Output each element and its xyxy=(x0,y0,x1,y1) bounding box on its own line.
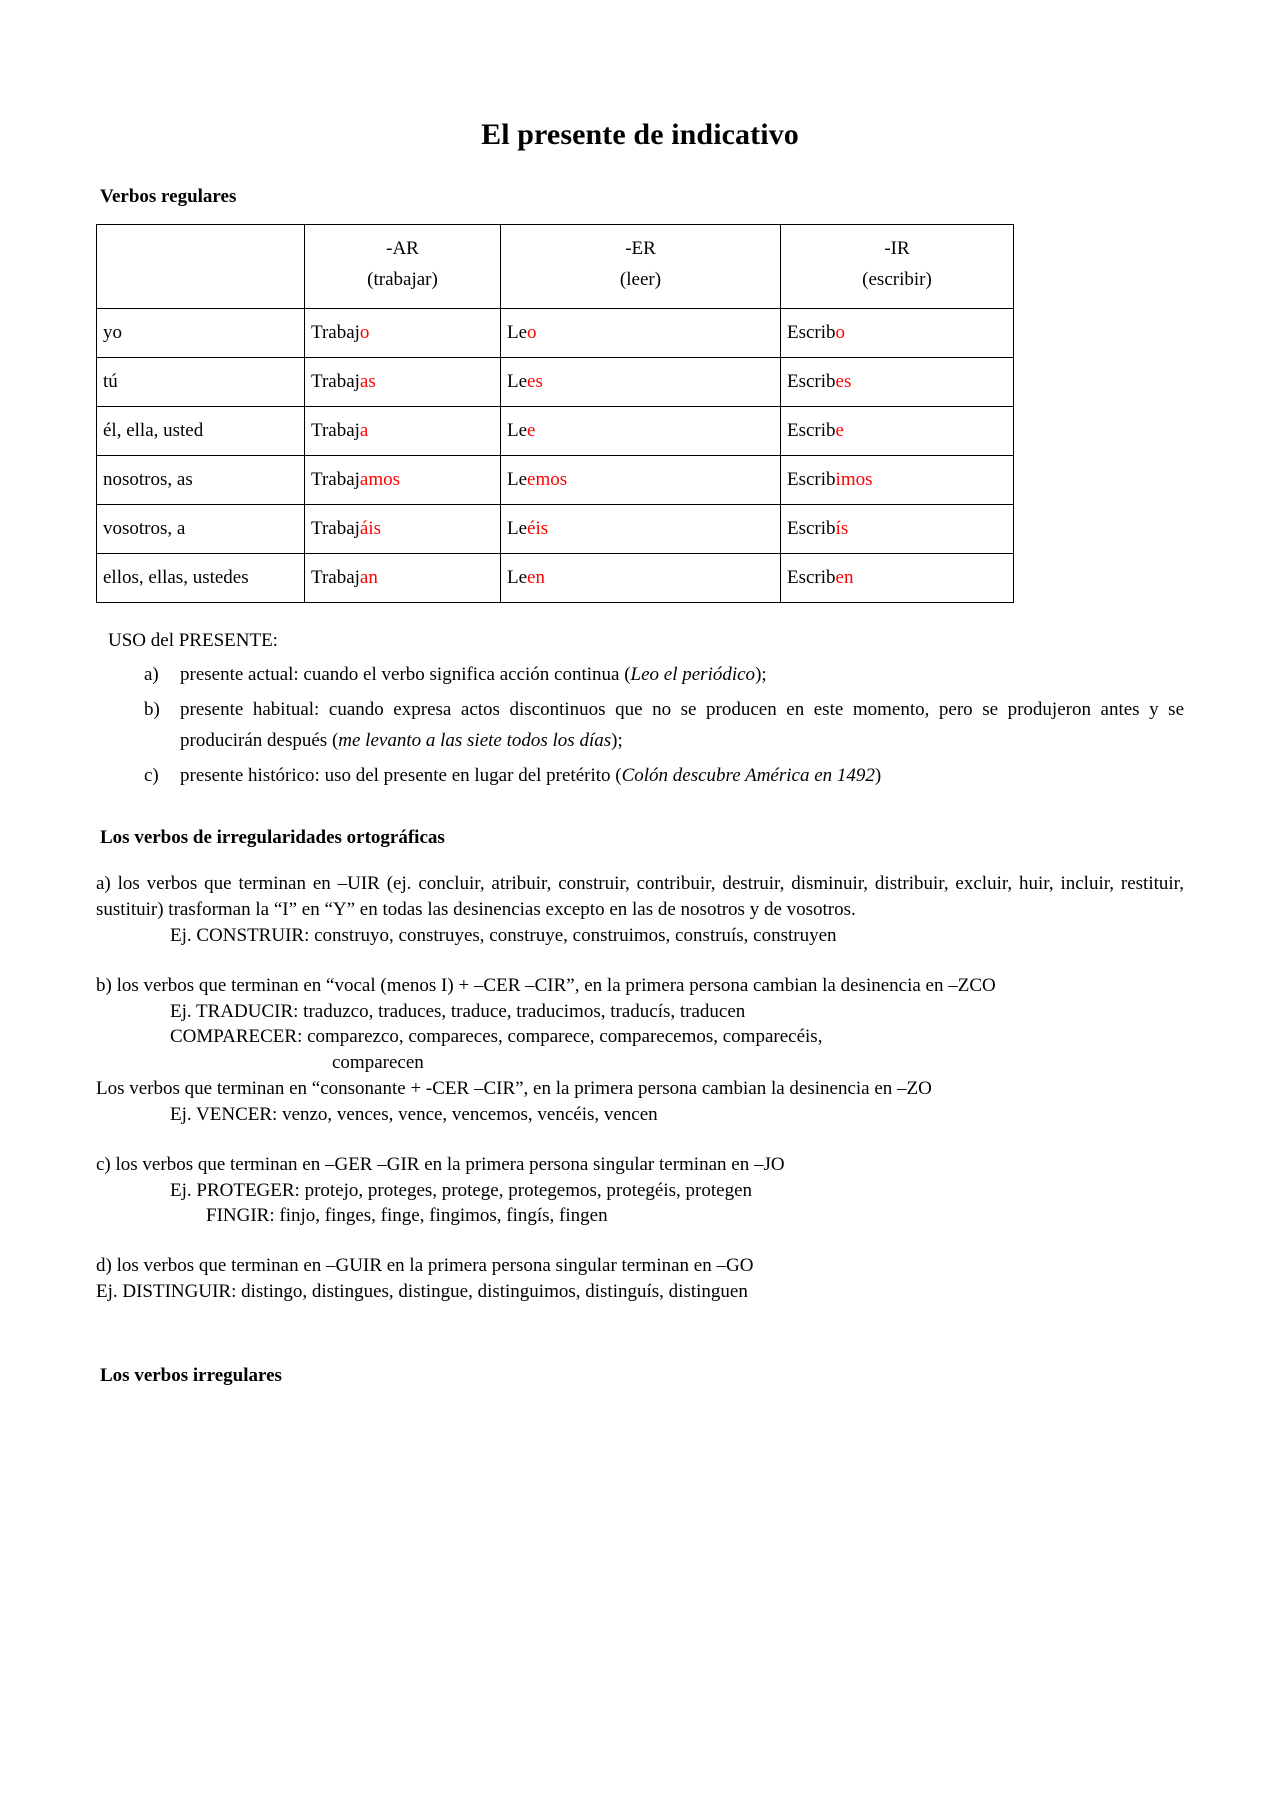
paragraph-rule-c xyxy=(96,1152,1184,1229)
verb-ending: en xyxy=(527,566,545,588)
verb-stem: Trabaj xyxy=(311,419,360,441)
rule-b-example-vencer: Ej. VENCER: venzo, vences, vence, vencemos, vencéis, vencen xyxy=(170,1103,658,1125)
table-row xyxy=(97,455,1014,504)
page-title: El presente de indicativo xyxy=(481,118,799,151)
list-text: presente histórico: uso del presente en lugar del pretérito ( xyxy=(180,764,622,786)
verb-stem: Trabaj xyxy=(311,566,360,588)
verb-stem: Le xyxy=(507,468,528,490)
verb-stem: Escrib xyxy=(787,419,836,441)
conjugation-cell-ar xyxy=(305,504,501,553)
table-row xyxy=(97,308,1014,357)
list-item xyxy=(96,695,1184,757)
rule-b-example-comparecer-cont: comparecen xyxy=(332,1052,424,1074)
conjugation-cell-er xyxy=(501,553,781,602)
conjugation-cell-er xyxy=(501,504,781,553)
conjugation-cell-ir xyxy=(781,357,1014,406)
verb-stem: Trabaj xyxy=(311,468,360,490)
verb-ending: o xyxy=(835,321,846,343)
conjugation-cell-ar xyxy=(305,455,501,504)
list-marker: a) xyxy=(144,664,159,686)
verb-ending: amos xyxy=(359,468,401,490)
conjugation-cell-ir xyxy=(781,406,1014,455)
verb-stem: Escrib xyxy=(787,370,836,392)
conjugation-cell-ir xyxy=(781,455,1014,504)
rule-b-example-traducir: Ej. TRADUCIR: traduzco, traduces, traduce, traducimos, traducís, traducen xyxy=(170,1000,746,1022)
table-row xyxy=(97,553,1014,602)
verb-stem: Trabaj xyxy=(311,517,360,539)
verb-ending: imos xyxy=(835,468,873,490)
header-cell-empty xyxy=(97,225,305,309)
conjugation-table xyxy=(96,224,1014,603)
header-ending-er: -ER xyxy=(625,238,656,259)
verb-stem: Le xyxy=(507,419,528,441)
table-header-row xyxy=(97,225,1014,309)
verb-ending: éis xyxy=(527,517,549,539)
rule-b-example-comparecer: COMPARECER: comparezco, compareces, comparece, comparecemos, comparecéis, xyxy=(170,1026,823,1048)
conjugation-cell-ir xyxy=(781,504,1014,553)
table-row xyxy=(97,357,1014,406)
list-example: Colón descubre América en 1492 xyxy=(621,764,875,786)
header-infinitive-er: (leer) xyxy=(619,269,662,291)
list-text: presente actual: cuando el verbo significa acción continua ( xyxy=(180,664,631,686)
list-item xyxy=(96,761,1184,792)
list-marker: c) xyxy=(144,764,159,786)
list-text-after: ) xyxy=(874,764,882,786)
pronoun-cell: ellos, ellas, ustedes xyxy=(97,553,305,602)
verb-ending: o xyxy=(359,321,370,343)
rule-a-text: a) los verbos que terminan en –UIR (ej. concluir, atribuir, construir, contribuir, destruir, disminuir, distribuir, excluir, huir, incluir, restituir, sustituir) trasforman la “I” en “Y” en todas las desinencias excepto en las de nosotros y de vosotros. xyxy=(96,873,1184,921)
pronoun-cell: vosotros, a xyxy=(97,504,305,553)
rule-c-example-proteger: Ej. PROTEGER: protejo, proteges, protege, protegemos, protegéis, protegen xyxy=(170,1179,753,1201)
heading-verbos-irregulares: Los verbos irregulares xyxy=(100,1364,282,1386)
conjugation-cell-er xyxy=(501,308,781,357)
conjugation-cell-ar xyxy=(305,553,501,602)
conjugation-cell-ar xyxy=(305,308,501,357)
verb-ending: o xyxy=(527,321,537,343)
verb-ending: e xyxy=(835,419,844,441)
rule-d-text: d) los verbos que terminan en –GUIR en la primera persona singular terminan en –GO xyxy=(96,1255,754,1277)
header-infinitive-ir: (escribir) xyxy=(862,269,932,291)
table-row xyxy=(97,406,1014,455)
paragraph-rule-b xyxy=(96,973,1184,1128)
uso-intro: USO del PRESENTE: xyxy=(108,629,278,651)
verb-stem: Trabaj xyxy=(311,321,360,343)
list-example: Leo el periódico xyxy=(630,664,756,686)
verb-ending: a xyxy=(359,419,369,441)
list-text: presente habitual: cuando expresa actos discontinuos que no se producen en este momento, pero se produjeron antes y se producirán después ( xyxy=(180,699,1184,751)
verb-ending: e xyxy=(527,419,536,441)
verb-ending: en xyxy=(835,566,854,588)
verb-ending: an xyxy=(359,566,378,588)
verb-ending: es xyxy=(527,370,543,392)
conjugation-cell-er xyxy=(501,357,781,406)
verb-stem: Escrib xyxy=(787,321,836,343)
rule-b-text-2: Los verbos que terminan en “consonante + -CER –CIR”, en la primera persona cambian la desinencia en –ZO xyxy=(96,1078,932,1100)
list-text-after: ); xyxy=(755,664,767,686)
verb-stem: Escrib xyxy=(787,566,836,588)
verb-ending: ís xyxy=(835,517,849,539)
conjugation-cell-er xyxy=(501,406,781,455)
rule-d-example: Ej. DISTINGUIR: distingo, distingues, distingue, distinguimos, distinguís, distinguen xyxy=(96,1281,748,1303)
verb-ending: áis xyxy=(359,517,382,539)
list-marker: b) xyxy=(144,699,160,720)
list-example: me levanto a las siete todos los días xyxy=(338,729,612,751)
verb-stem: Trabaj xyxy=(311,370,360,392)
conjugation-cell-ir xyxy=(781,308,1014,357)
verb-stem: Le xyxy=(507,517,528,539)
list-item xyxy=(96,660,1184,691)
rule-b-text: b) los verbos que terminan en “vocal (menos I) + –CER –CIR”, en la primera persona cambian la desinencia en –ZCO xyxy=(96,974,996,996)
list-text-after: ); xyxy=(611,729,623,751)
rule-a-example: Ej. CONSTRUIR: construyo, construyes, construye, construimos, construís, construyen xyxy=(170,924,837,946)
pronoun-cell: él, ella, usted xyxy=(97,406,305,455)
uso-list xyxy=(96,660,1184,791)
header-cell-ar xyxy=(305,225,501,309)
heading-verbos-regulares: Verbos regulares xyxy=(100,186,237,207)
rule-c-example-fingir: FINGIR: finjo, finges, finge, fingimos, fingís, fingen xyxy=(206,1205,608,1227)
pronoun-cell: nosotros, as xyxy=(97,455,305,504)
verb-stem: Escrib xyxy=(787,468,836,490)
verb-stem: Le xyxy=(507,566,528,588)
header-ending-ir: -IR xyxy=(884,238,910,259)
header-cell-er xyxy=(501,225,781,309)
verb-ending: emos xyxy=(527,468,568,490)
pronoun-cell: tú xyxy=(97,357,305,406)
rule-c-text: c) los verbos que terminan en –GER –GIR en la primera persona singular terminan en –JO xyxy=(96,1153,785,1175)
conjugation-cell-ar xyxy=(305,357,501,406)
verb-ending: as xyxy=(359,370,376,392)
header-cell-ir xyxy=(781,225,1014,309)
verb-stem: Le xyxy=(507,370,528,392)
heading-irregularidades-ortograficas: Los verbos de irregularidades ortográficas xyxy=(100,827,445,849)
paragraph-rule-d xyxy=(96,1253,1184,1305)
conjugation-cell-er xyxy=(501,455,781,504)
verb-stem: Le xyxy=(507,321,528,343)
conjugation-cell-ir xyxy=(781,553,1014,602)
header-ending-ar: -AR xyxy=(386,238,419,259)
verb-stem: Escrib xyxy=(787,517,836,539)
pronoun-cell: yo xyxy=(97,308,305,357)
table-row xyxy=(97,504,1014,553)
conjugation-cell-ar xyxy=(305,406,501,455)
header-infinitive-ar: (trabajar) xyxy=(367,269,438,291)
paragraph-rule-a xyxy=(96,871,1184,948)
verb-ending: es xyxy=(835,370,852,392)
